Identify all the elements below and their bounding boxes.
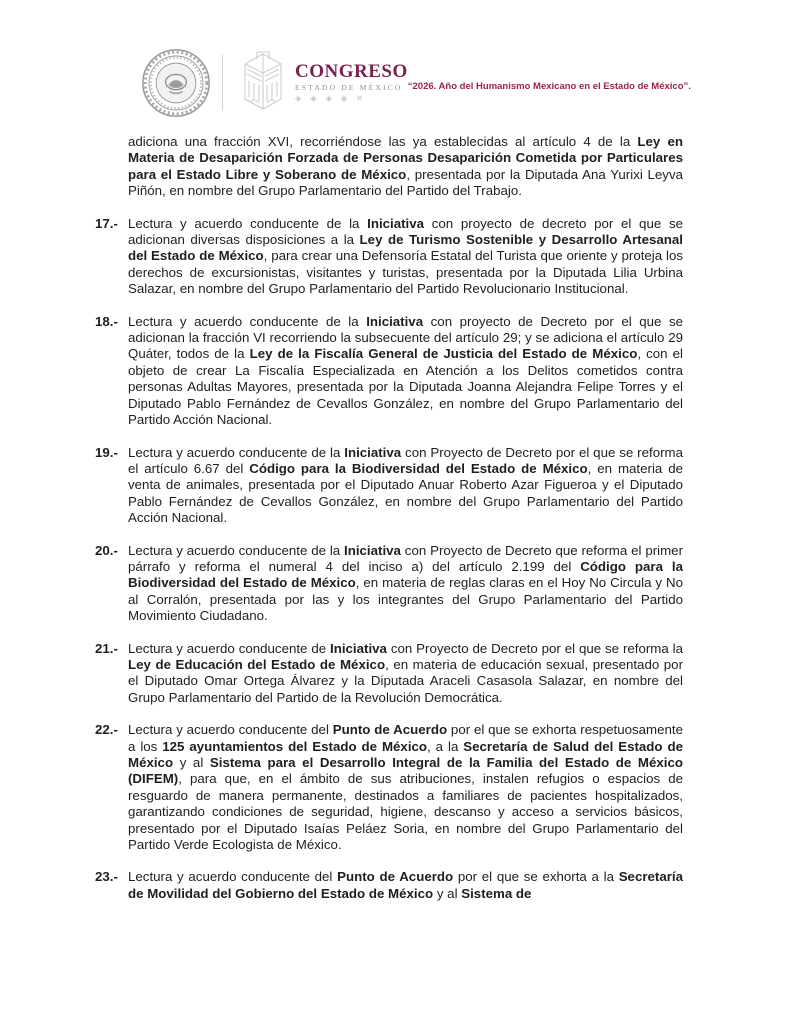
agenda-item-text: Lectura y acuerdo conducente del Punto de Acuerdo por el que se exhorta a la Secretaría de Movilidad del Gobierno del Estado de México y al Sistema de	[128, 869, 684, 901]
agenda-item-number: 23.-	[95, 869, 118, 885]
agenda-item-text: Lectura y acuerdo conducente de la Iniciativa con Proyecto de Decreto por el que se reforma el artículo 6.67 del Código para la Biodiversidad del Estado de México, en materia de venta de animales, presentada por el Diputado Anuar Roberto Azar Figueroa y el Diputado Pablo Fernández de Cevallos González, en nombre del Grupo Parlamentario del Partido Acción Nacional.	[128, 444, 684, 526]
year-quote: “2026. Año del Humanismo Mexicano en el Estado de México”.	[407, 80, 691, 92]
agenda-item	[95, 722, 683, 853]
agenda-item	[95, 869, 683, 902]
agenda-item-text: Lectura y acuerdo conducente de Iniciativa con Proyecto de Decreto por el que se reforma la Ley de Educación del Estado de México, en materia de educación sexual, presentado por el Diputado Omar Ortega Álvarez y la Diputada Araceli Casasola Salazar, en nombre del Grupo Parlamentario del Partido de la Revolución Democrática.	[128, 640, 683, 705]
agenda-item-number: 21.-	[95, 640, 118, 656]
agenda-item-number: 17.-	[95, 215, 118, 231]
agenda-item-text: Lectura y acuerdo conducente del Punto de Acuerdo por el que se exhorta respetuosamente a los 125 ayuntamientos del Estado de México, a la Secretaría de Salud del Estado de México y al Sistema para el Desarrollo Integral de la Familia del Estado de México (DIFEM), para que, en el ámbito de sus atribuciones, instalen refugios o espacios de resguardo de manera permanente, destinados a familiares de pacientes hospitalizados, garantizando condiciones de seguridad, higiene, descanso y acceso a servicios básicos, presentado por el Diputado Isaías Peláez Soria, en nombre del Grupo Parlamentario del Partido Verde Ecologista de México.	[128, 722, 684, 853]
agenda-item-text: adiciona una fracción XVI, recorriéndose las ya establecidas al artículo 4 de la Ley en Materia de Desaparición Forzada de Personas Desaparición Cometida por Particulares para el Estado Libre y Soberano de México, presentada por la Diputada Ana Yurixi Leyva Piñón, en nombre del Grupo Parlamentario del Partido del Trabajo.	[128, 134, 683, 199]
congress-name: CONGRESO	[295, 61, 408, 83]
agenda-item-text: Lectura y acuerdo conducente de la Iniciativa con proyecto de Decreto por el que se adicionan la fracción VI recorriendo la subsecuente del artículo 29; y se adiciona el artículo 29 Quáter, todos de la Ley de la Fiscalía General de Justicia del Estado de México, con el objeto de crear La Fiscalía Especializada en Atención a los Delitos cometidos contra personas Adultas Mayores, presentada por la Diputada Joanna Alejandra Felipe Torres y el Diputado Pablo Fernández de Cevallos González, en nombre del Grupo Parlamentario del Partido Acción Nacional.	[128, 313, 683, 428]
agenda-item-number: 19.-	[95, 444, 118, 460]
agenda-item-text: Lectura y acuerdo conducente de la Iniciativa con Proyecto de Decreto que reforma el primer párrafo y reforma el numeral 4 del inciso a) del artículo 2.199 del Código para la Biodiversidad del Estado de México, en materia de reglas claras en el Hoy No Circula y No al Corralón, presentada por las y los integrantes del Grupo Parlamentario del Partido Movimiento Ciudadano.	[128, 542, 683, 624]
congress-subtitle: ESTADO DE MÉXICO	[295, 83, 403, 93]
agenda-item	[95, 134, 683, 200]
agenda-item-number: 22.-	[95, 722, 118, 738]
legislature-seal-icon	[140, 47, 212, 119]
agenda-item	[95, 314, 683, 429]
agenda-item-number: 20.-	[95, 542, 118, 558]
header-divider	[222, 55, 223, 111]
document-header	[140, 46, 691, 120]
agenda-list	[95, 134, 683, 918]
agenda-item-number: 18.-	[95, 313, 118, 329]
congress-building-icon	[237, 51, 289, 115]
ornament-diamonds-icon: ◈ ◈ ◈ ◈ ✕	[295, 93, 367, 104]
agenda-item	[95, 445, 683, 527]
agenda-item-text: Lectura y acuerdo conducente de la Iniciativa con proyecto de decreto por el que se adicionan diversas disposiciones a la Ley de Turismo Sostenible y Desarrollo Artesanal del Estado de México, para crear una Defensoría Estatal del Turista que oriente y proteja los derechos de excursionistas, visitantes y turistas, presentada por la Diputada Lilia Urbina Salazar, en nombre del Grupo Parlamentario del Partido Revolucionario Institucional.	[128, 215, 683, 297]
agenda-item	[95, 641, 683, 707]
agenda-item-number	[95, 134, 128, 200]
agenda-item	[95, 543, 683, 625]
congress-logo-text	[295, 62, 408, 104]
agenda-item	[95, 216, 683, 298]
